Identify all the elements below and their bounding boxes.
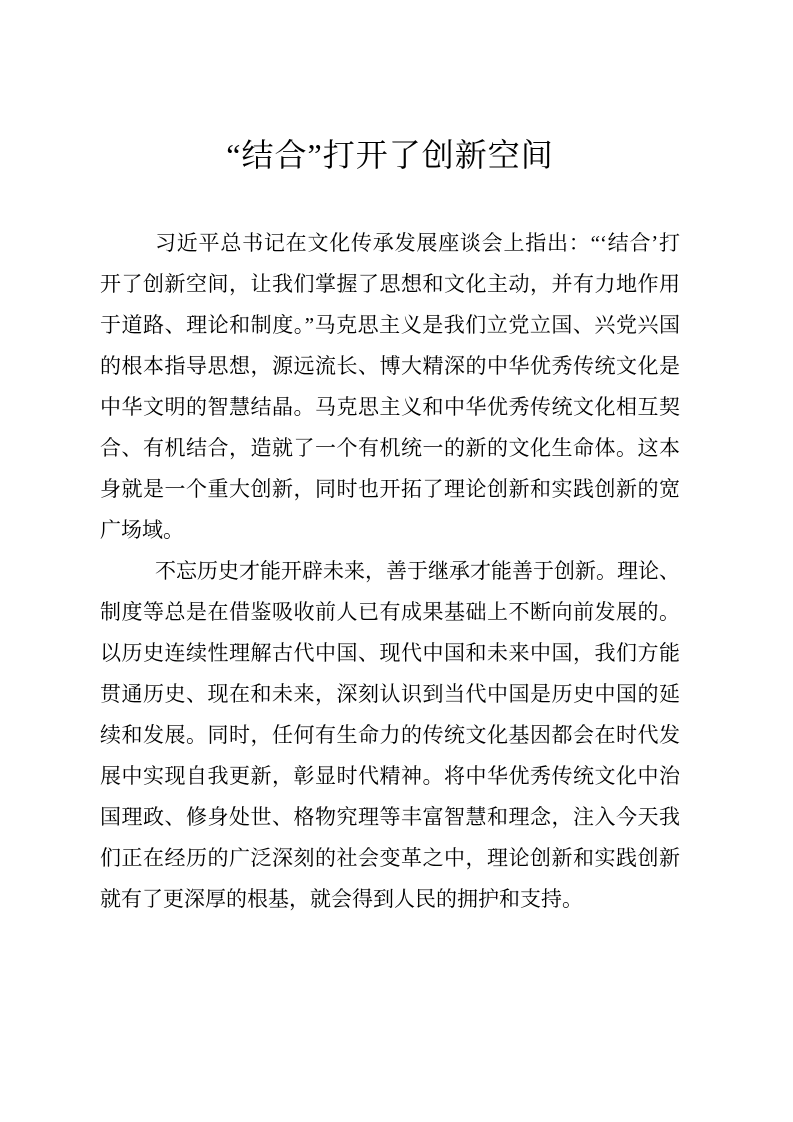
document-title: “结合”打开了创新空间 <box>226 137 554 173</box>
paragraph-2: 不忘历史才能开辟未来，善于继承才能善于创新。理论、制度等总是在借鉴吸收前人已有成果基础上不断向前发展的。以历史连续性理解古代中国、现代中国和未来中国，我们方能贯通历史、现在和未来，深刻认识到当代中国是历史中国的延续和发展。同时，任何有生命力的传统文化基因都会在时代发展中实现自我更新，彰显时代精神。将中华优秀传统文化中治国理政、修身处世、格物究理等丰富智慧和理念，注入今天我们正在经历的广泛深刻的社会变革之中，理论创新和实践创新就有了更深厚的根基，就会得到人民的拥护和支持。 <box>100 559 680 911</box>
document-content-area <box>100 0 680 920</box>
paragraph-1: 习近平总书记在文化传承发展座谈会上指出：“‘结合’打开了创新空间，让我们掌握了思想和文化主动，并有力地作用于道路、理论和制度。”马克思主义是我们立党立国、兴党兴国的根本指导思想，源远流长、博大精深的中华优秀传统文化是中华文明的智慧结晶。马克思主义和中华优秀传统文化相互契合、有机结合，造就了一个有机统一的新的文化生命体。这本身就是一个重大创新，同时也开拓了理论创新和实践创新的宽广场域。 <box>100 231 680 542</box>
